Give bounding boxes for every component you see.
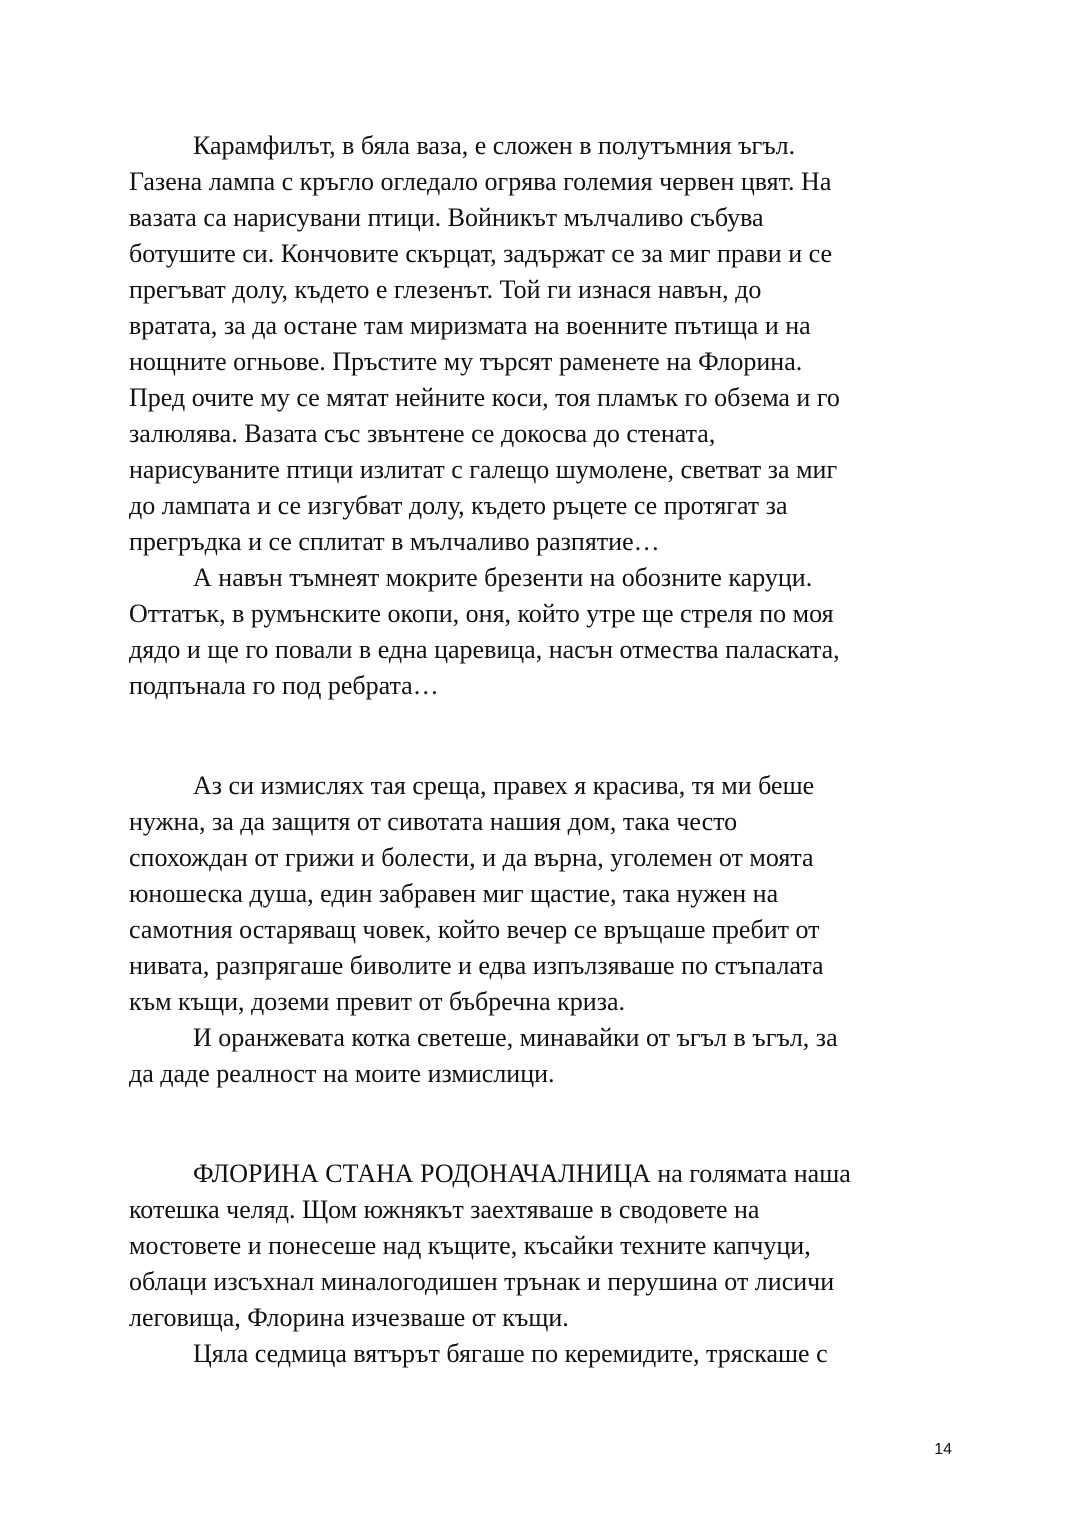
text-line: Пред очите му се мятат нейните коси, тоя пламък го обзема и го [129, 383, 840, 412]
text-line: Газена лампа с кръгло огледало огрява големия червен цвят. На [129, 167, 832, 196]
page-number: 14 [934, 1441, 952, 1458]
text-line: дядо и ще го повали в една царевица, насън отмества паласката, [129, 635, 840, 664]
text-line: Карамфилът, в бяла ваза, е сложен в полутъмния ъгъл. [193, 131, 796, 160]
text-line: до лампата и се изгубват долу, където ръцете се протягат за [129, 491, 788, 520]
text-line: облаци изсъхнал миналогодишен трънак и перушина от лисичи [129, 1267, 835, 1296]
text-line: към къщи, доземи превит от бъбречна криза. [129, 987, 626, 1016]
text-line: Оттатък, в румънските окопи, оня, който утре ще стреля по моя [129, 599, 834, 628]
text-line: самотния остаряващ човек, който вечер се връщаше пребит от [129, 915, 820, 944]
text-line: прегръдка и се сплитат в мълчаливо разпятие… [129, 527, 660, 556]
text-line: подпънала го под ребрата… [129, 671, 439, 700]
text-line: котешка челяд. Щом южнякът заехтяваше в сводовете на [129, 1195, 760, 1224]
text-line: вазата са нарисувани птици. Войникът мълчаливо събува [129, 203, 764, 232]
text-line: нарисуваните птици излитат с галещо шумолене, светват за миг [129, 455, 838, 484]
text-line: нивата, разпрягаше биволите и едва изпълзяваше по стъпалата [129, 951, 824, 980]
text-line: нощните огньове. Пръстите му търсят раменете на Флорина. [129, 347, 803, 376]
text-line: да даде реалност на моите измислици. [129, 1059, 555, 1088]
text-line: вратата, за да остане там миризмата на военните пътища и на [129, 311, 811, 340]
text-line: мостовете и понесеше над къщите, късайки техните капчуци, [129, 1231, 811, 1260]
text-line: нужна, за да защитя от сивотата нашия дом, така често [129, 807, 738, 836]
text-line: юношеска душа, един забравен миг щастие, така нужен на [129, 879, 779, 908]
text-line: залюлява. Вазата със звънтене се докосва до стената, [129, 419, 716, 448]
text-line: ФЛОРИНА СТАНА РОДОНАЧАЛНИЦА на голямата наша [193, 1159, 851, 1188]
text-line: леговища, Флорина изчезваше от къщи. [129, 1303, 569, 1332]
text-line: Цяла седмица вятърът бягаше по керемидите, тряскаше с [193, 1339, 828, 1368]
text-line: прегъват долу, където е глезенът. Той ги изнася навън, до [129, 275, 762, 304]
text-line: спохождан от грижи и болести, и да върна, уголемен от моята [129, 843, 814, 872]
text-line: И оранжевата котка светеше, минавайки от ъгъл в ъгъл, за [193, 1023, 838, 1052]
text-line: Аз си измислях тая среща, правех я красива, тя ми беше [193, 771, 815, 800]
text-line: А навън тъмнеят мокрите брезенти на обозните каруци. [193, 563, 813, 592]
text-line: ботушите си. Кончовите скърцат, задържат се за миг прави и се [129, 239, 833, 268]
